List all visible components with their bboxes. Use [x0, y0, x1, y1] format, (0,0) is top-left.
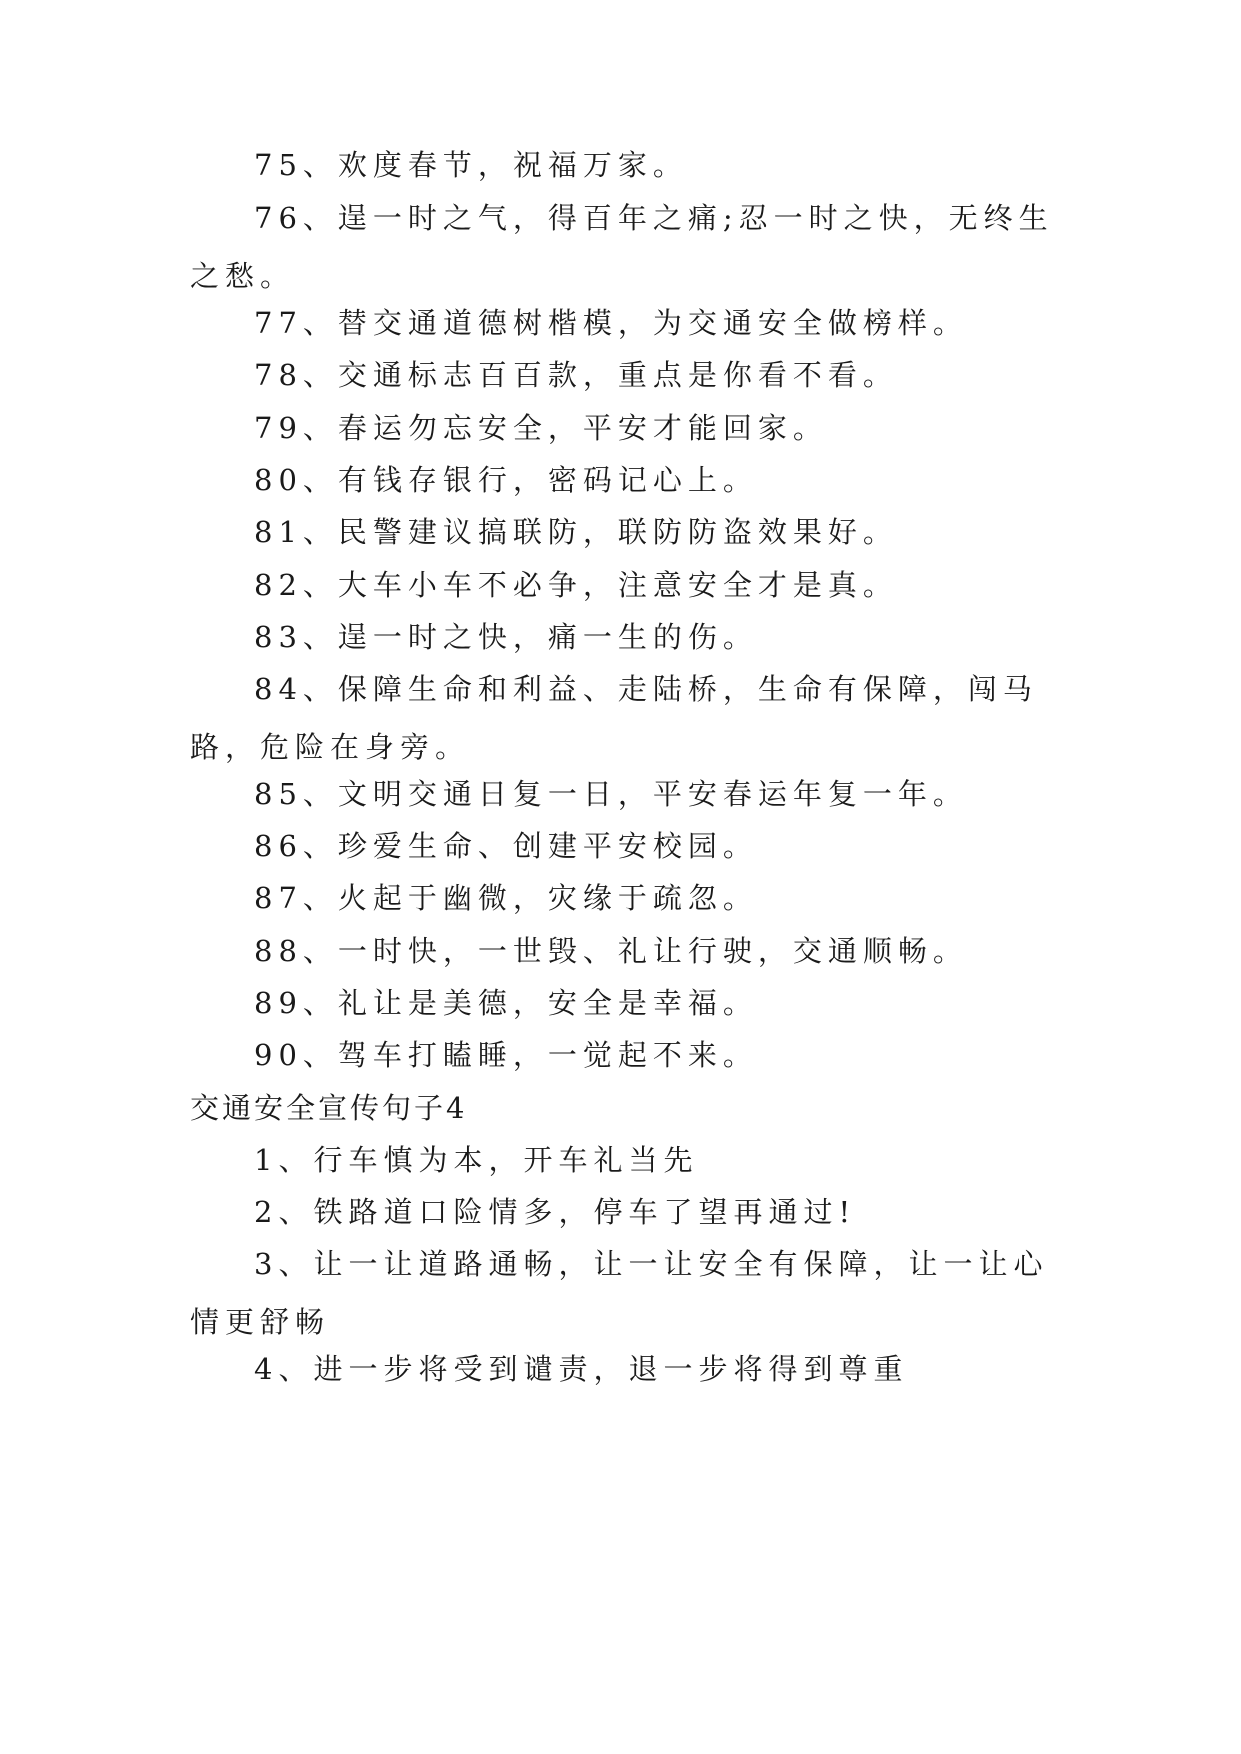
section-paragraph-4: 4、进一步将受到谴责，退一步将得到尊重 [254, 1352, 909, 1386]
section-heading: 交通安全宣传句子4 [190, 1091, 468, 1125]
paragraph-80: 80、有钱存银行，密码记心上。 [254, 463, 758, 497]
paragraph-81: 81、民警建议搞联防，联防防盗效果好。 [254, 515, 898, 549]
paragraph-85: 85、文明交通日复一日，平安春运年复一年。 [254, 777, 968, 811]
section-paragraph-2: 2、铁路道口险情多，停车了望再通过! [254, 1195, 857, 1229]
paragraph-88: 88、一时快，一世毁、礼让行驶，交通顺畅。 [254, 934, 968, 968]
paragraph-90: 90、驾车打瞌睡，一觉起不来。 [254, 1038, 758, 1072]
paragraph-84: 84、保障生命和利益、走陆桥，生命有保障，闯马路，危险在身旁。 [190, 672, 1038, 764]
paragraph-86: 86、珍爱生命、创建平安校园。 [254, 829, 758, 863]
paragraph-77: 77、替交通道德树楷模，为交通安全做榜样。 [254, 306, 968, 340]
paragraph-78: 78、交通标志百百款，重点是你看不看。 [254, 358, 898, 392]
paragraph-82: 82、大车小车不必争，注意安全才是真。 [254, 568, 898, 602]
paragraph-87: 87、火起于幽微，灾缘于疏忽。 [254, 881, 758, 915]
paragraph-76: 76、逞一时之气，得百年之痛;忍一时之快，无终生之愁。 [190, 201, 1054, 293]
paragraph-75: 75、欢度春节，祝福万家。 [254, 148, 688, 182]
section-paragraph-3: 3、让一让道路通畅，让一让安全有保障，让一让心情更舒畅 [190, 1247, 1049, 1339]
section-paragraph-1: 1、行车慎为本，开车礼当先 [254, 1143, 699, 1177]
paragraph-89: 89、礼让是美德，安全是幸福。 [254, 986, 758, 1020]
paragraph-83: 83、逞一时之快，痛一生的伤。 [254, 620, 758, 654]
paragraph-79: 79、春运勿忘安全，平安才能回家。 [254, 411, 828, 445]
